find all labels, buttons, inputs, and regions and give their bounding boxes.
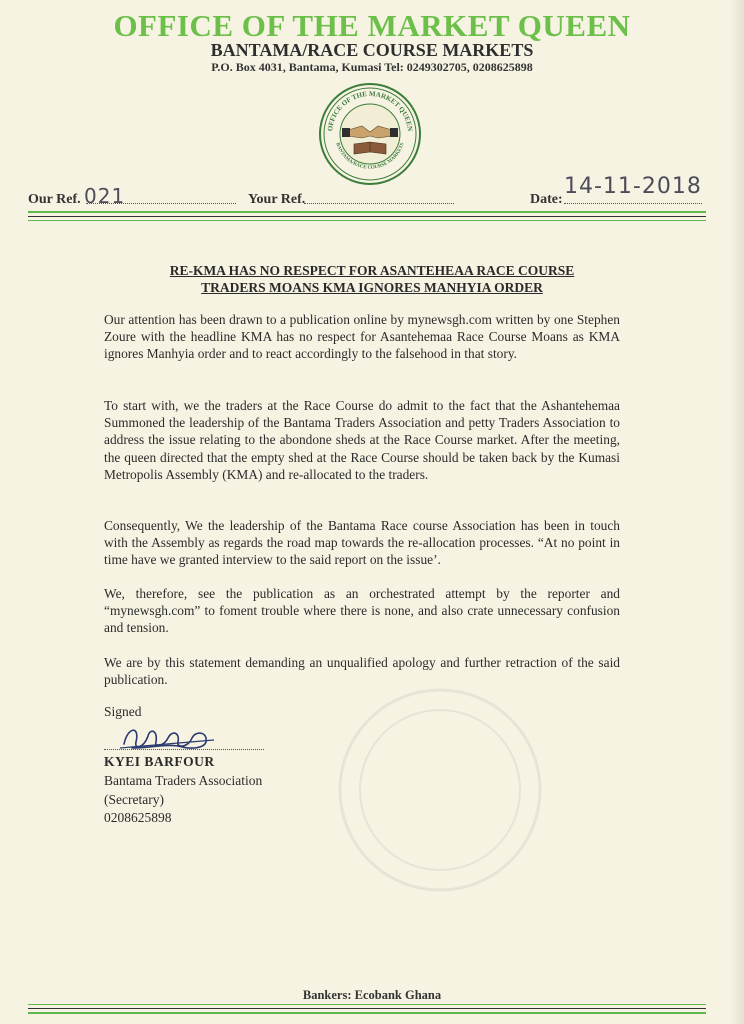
bottom-rule-dark	[28, 1008, 706, 1009]
our-ref-label: Our Ref.	[28, 192, 81, 207]
top-rule-green-thin	[28, 220, 706, 221]
your-ref-dots	[304, 202, 454, 204]
signed-label: Signed	[104, 704, 142, 719]
paragraph-4: We, therefore, see the publication as an orchestrated attempt by the reporter and “mynewsgh.com” to foment trouble where there is none, and also crate unnecessary confusion and tension.	[104, 586, 620, 636]
signature-dots	[104, 749, 264, 750]
our-ref-value: 021	[84, 184, 126, 208]
our-ref-dots	[86, 202, 236, 204]
paragraph-1: Our attention has been drawn to a publication online by mynewsgh.com written by one Stephen Zoure with the headline KMA has no respect for Asantehemaa Race Course Moans as KMA ignores Manhyia order and to react accordingly to the falsehood in that story.	[104, 312, 620, 362]
watermark-seal	[330, 680, 550, 900]
date-dots	[564, 202, 702, 204]
heading-line-2: TRADERS MOANS KMA IGNORES MANHYIA ORDER	[201, 280, 543, 295]
seal-text-top: OFFICE OF THE MARKET QUEEN	[326, 89, 414, 132]
paragraph-3: Consequently, We the leadership of the Bantama Race course Association has been in touch with the Assembly as regards the road map towards the re-allocation processes. “At no point in time have we granted interview to the said report on the issue’.	[104, 518, 620, 568]
date-label: Date:	[530, 192, 563, 207]
seal-text-bottom: BANTAMA/RACE COURSE MARKETS	[334, 142, 406, 171]
top-rule-dark	[28, 216, 706, 217]
your-ref-label: Your Ref.	[248, 192, 306, 207]
signatory-role: (Secretary)	[104, 792, 164, 807]
date-value: 14-11-2018	[564, 174, 702, 199]
bottom-rule-green	[28, 1012, 706, 1014]
signatory-phone: 0208625898	[104, 810, 172, 825]
top-rule-green	[28, 211, 706, 213]
handwritten-signature	[118, 718, 218, 758]
reference-row	[28, 174, 708, 212]
bottom-rule-green-thin	[28, 1004, 706, 1005]
page-edge-shadow	[730, 0, 744, 1024]
bankers-line: Bankers: Ecobank Ghana	[302, 988, 442, 1002]
office-title: OFFICE OF THE MARKET QUEEN	[113, 8, 631, 43]
paragraph-5: We are by this statement demanding an unqualified apology and further retraction of the said publication.	[104, 655, 620, 688]
signatory-organization: Bantama Traders Association	[104, 773, 263, 788]
market-queen-seal	[318, 82, 422, 186]
paragraph-2: To start with, we the traders at the Race Course do admit to the fact that the Ashantehemaa Summoned the leadership of the Bantama Traders Association and petty Traders Association to address the issue relating to the abondone sheds at the Race Course market. After the meeting, the queen directed that the empty shed at the Race Course should be taken back by the Kumasi Metropolis Assembly (KMA) and re-allocated to the traders.	[104, 398, 620, 482]
heading-line-1: RE-KMA HAS NO RESPECT FOR ASANTEHEAA RACE COURSE	[169, 263, 575, 278]
signatory-name: KYEI BARFOUR	[104, 754, 215, 769]
address-line: P.O. Box 4031, Bantama, Kumasi Tel: 0249302705, 0208625898	[211, 60, 533, 74]
markets-title: BANTAMA/RACE COURSE MARKETS	[210, 40, 534, 60]
